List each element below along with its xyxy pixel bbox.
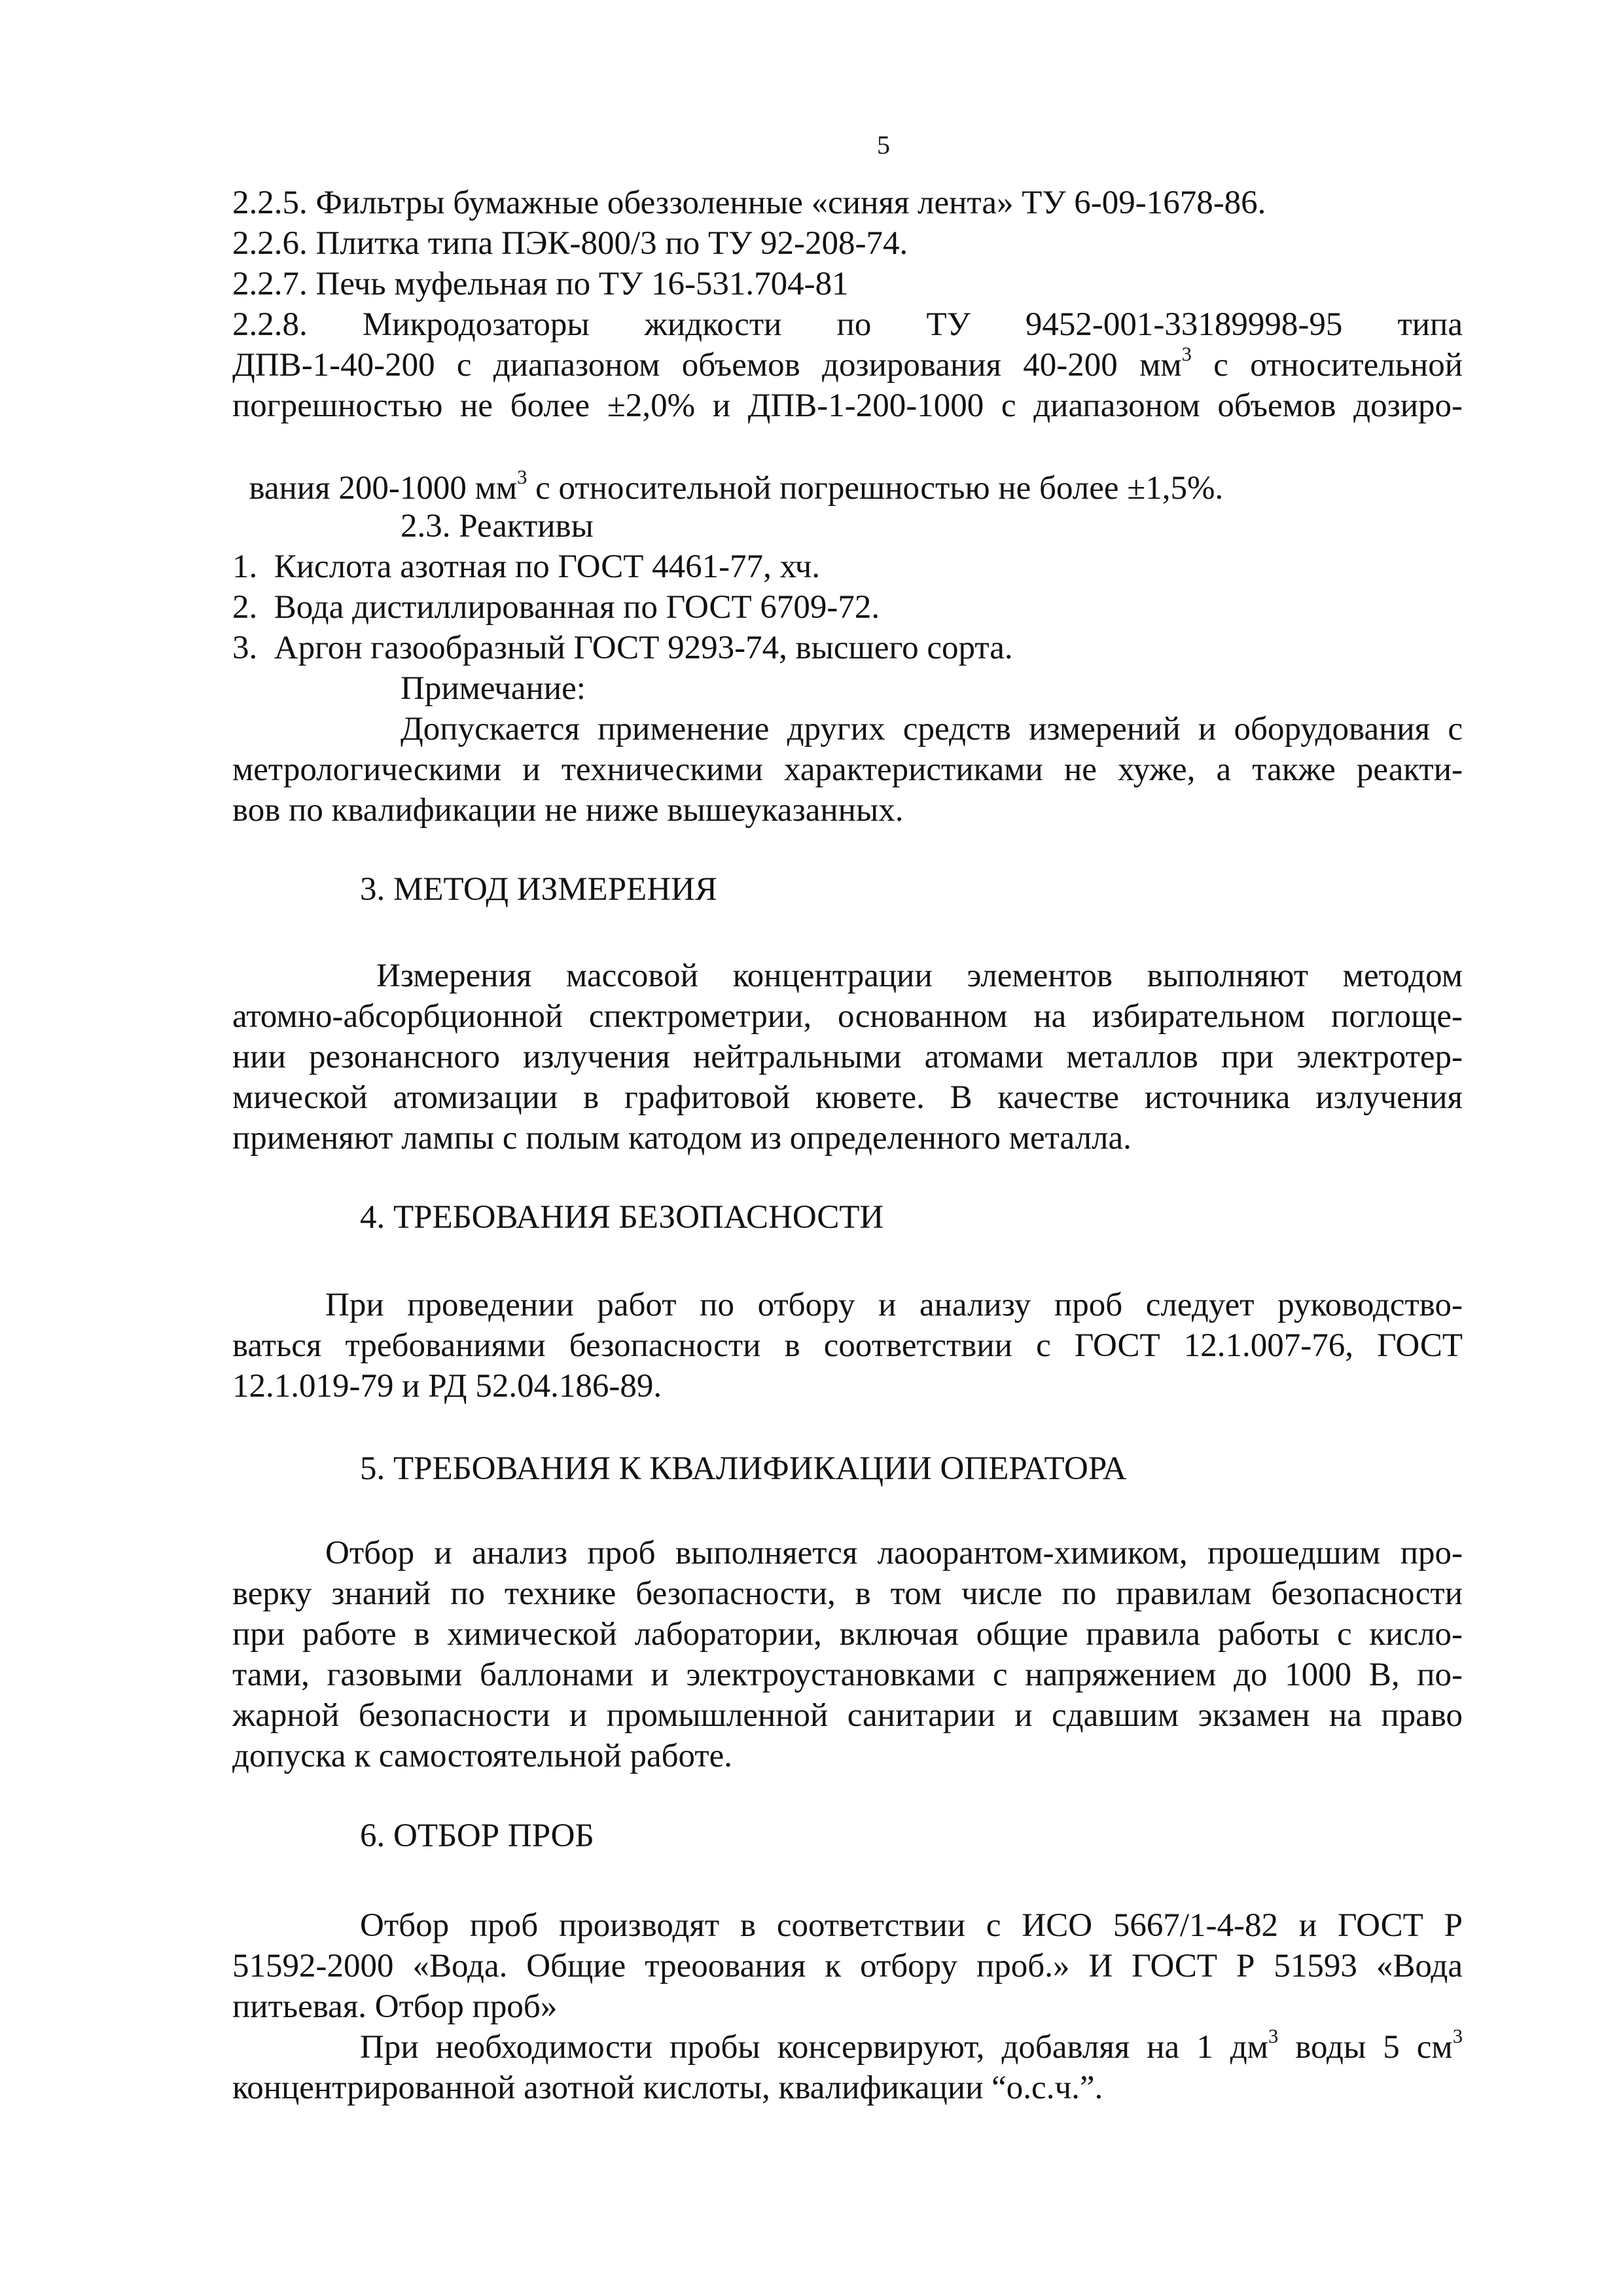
section-4-heading: 4. ТРЕБОВАНИЯ БЕЗОПАСНОСТИ <box>360 1199 884 1236</box>
section-3-heading: 3. МЕТОД ИЗМЕРЕНИЯ <box>360 871 717 908</box>
section-5-heading: 5. ТРЕБОВАНИЯ К КВАЛИФИКАЦИИ ОПЕРАТОРА <box>360 1450 1127 1487</box>
section-3-line2: атомно-абсорбционной спектрометрии, основанном на избирательном поглоще- <box>232 998 1463 1035</box>
page-number: 5 <box>877 130 890 160</box>
section-6-line4 <box>360 2026 1463 2068</box>
note-text-line2: метрологическими и техническими характеристиками не хуже, а также реакти- <box>232 751 1463 788</box>
reagent-item-1: 1. Кислота азотная по ГОСТ 4461-77, хч. <box>232 548 820 585</box>
reagent-item-2: 2. Вода дистиллированная по ГОСТ 6709-72. <box>232 589 880 626</box>
equipment-item-2-2-6: 2.2.6. Плитка типа ПЭК-800/3 по ТУ 92-208-74. <box>232 225 908 262</box>
equipment-item-2-2-8-line1: 2.2.8. Микродозаторы жидкости по ТУ 9452-001-33189998-95 типа <box>232 306 1463 343</box>
section-6-line5: концентрированной азотной кислоты, квалификации “о.с.ч.”. <box>232 2070 1103 2106</box>
section-5-line5: жарной безопасности и промышленной санитарии и сдавшим экзамен на право <box>232 1697 1463 1734</box>
section-5-line2: верку знаний по технике безопасности, в том числе по правилам безопасности <box>232 1575 1463 1612</box>
note-text-line3: вов по квалификации не ниже вышеуказанных. <box>232 792 904 829</box>
equipment-item-2-2-8-line2 <box>232 344 1463 386</box>
section-3-line4: мической атомизации в графитовой кювете. В качестве источника излучения <box>232 1079 1463 1116</box>
equipment-item-2-2-8-line3: погрешностью не более ±2,0% и ДПВ-1-200-1000 с диапазоном объемов дозиро- <box>232 387 1463 424</box>
section-6-line4-mid: воды 5 см <box>1278 2029 1453 2066</box>
section-6-line2: 51592-2000 «Вода. Общие треоования к отбору проб.» И ГОСТ Р 51593 «Вода <box>232 1948 1463 1984</box>
note-text-line1: Допускается применение других средств измерений и оборудования с <box>401 711 1463 747</box>
superscript: 3 <box>517 466 527 489</box>
section-3-line5: применяют лампы с полым катодом из определенного металла. <box>232 1120 1132 1157</box>
equipment-item-2-2-7: 2.2.7. Печь муфельная по ТУ 16-531.704-81 <box>232 266 849 302</box>
section-4-line1: При проведении работ по отбору и анализу проб следует руководство- <box>325 1287 1463 1323</box>
section-6-line4-text: При необходимости пробы консервируют, добавляя на 1 дм <box>360 2029 1268 2066</box>
section-5-line6: допуска к самостоятельной работе. <box>232 1738 733 1774</box>
section-5-line3: при работе в химической лаборатории, включая общие правила работы с кисло- <box>232 1616 1463 1653</box>
note-label: Примечание: <box>401 670 586 707</box>
section-5-line4: тами, газовыми баллонами и электроустановками с напряжением до 1000 В, по- <box>232 1657 1463 1693</box>
section-6-line3: питьевая. Отбор проб» <box>232 1988 558 2025</box>
superscript: 3 <box>1452 2025 1463 2048</box>
equipment-2-2-8-line4-tail: с относительной погрешностью не более ±1,5%. <box>527 470 1224 507</box>
section-6-line1: Отбор проб производят в соответствии с ИСО 5667/1-4-82 и ГОСТ Р <box>360 1907 1463 1944</box>
equipment-2-2-8-line2-text: ДПВ-1-40-200 с диапазоном объемов дозирования 40-200 мм <box>232 347 1182 384</box>
equipment-2-2-8-line2-tail: с относительной <box>1191 347 1463 384</box>
reagent-item-3: 3. Аргон газообразный ГОСТ 9293-74, высшего сорта. <box>232 630 1013 666</box>
section-3-line3: нии резонансного излучения нейтральными атомами металлов при электротер- <box>232 1039 1463 1075</box>
equipment-item-2-2-8-line4 <box>232 425 1223 509</box>
superscript: 3 <box>1268 2025 1279 2048</box>
equipment-item-2-2-5: 2.2.5. Фильтры бумажные обеззоленные «синяя лента» ТУ 6-09-1678-86. <box>232 185 1266 221</box>
section-4-line3: 12.1.019-79 и РД 52.04.186-89. <box>232 1368 662 1405</box>
superscript: 3 <box>1181 343 1192 366</box>
section-6-heading: 6. ОТБОР ПРОБ <box>360 1818 594 1854</box>
section-4-line2: ваться требованиями безопасности в соответствии с ГОСТ 12.1.007-76, ГОСТ <box>232 1327 1463 1364</box>
section-5-line1: Отбор и анализ проб выполняется лаоорантом-химиком, прошедшим про- <box>325 1535 1463 1571</box>
reagents-heading: 2.3. Реактивы <box>401 508 594 545</box>
equipment-2-2-8-line4-text: вания 200-1000 мм <box>249 470 518 507</box>
section-3-line1: Измерения массовой концентрации элементов выполняют методом <box>376 958 1463 994</box>
